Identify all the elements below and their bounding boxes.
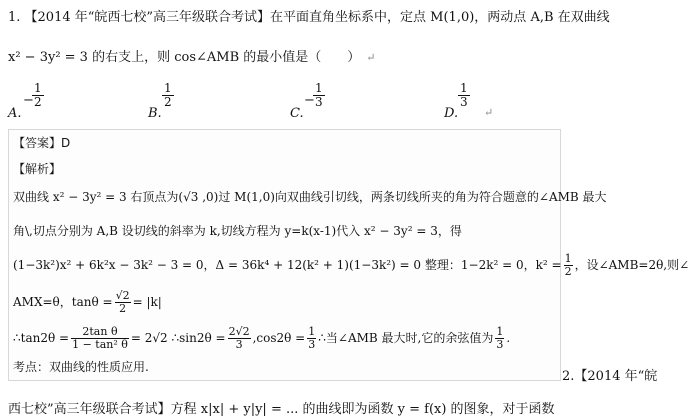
choice-a-label: A. [8,106,22,121]
fraction-numerator: 2tan θ [71,326,129,339]
choice-c-denominator: 3 [315,95,323,109]
choice-a [8,82,68,124]
fraction-numerator: √2 [115,289,130,302]
kaodian-line: 考点：双曲线的性质应用. [13,360,149,374]
analysis-line-3-fraction [564,253,573,278]
choice-a-numerator: 1 [34,81,42,95]
choice-c-numerator: 1 [315,81,323,95]
fraction-denominator: 3 [496,338,504,351]
analysis-label: 【解析】 [13,162,62,176]
choice-a-denominator: 2 [34,95,42,109]
analysis-line-3 [13,253,689,278]
analysis-line-1: 双曲线 x² − 3y² = 3 右顶点为(√3 ,0)过 M(1,0)向双曲线引切线，两条切线所夹的角为符合题意的∠AMB 最大 [13,190,607,204]
fraction-numerator: 1 [308,325,316,338]
fraction-denominator: 1 − tan² θ [72,338,128,351]
analysis-line-3-text-b: ，设∠AMB=2θ,则∠ [574,258,689,272]
analysis-line-5-text-c: ,cos2θ = [252,331,306,345]
return-mark: ↵ [366,51,376,64]
analysis-line-5-fraction-4 [495,326,504,351]
analysis-line-4-fraction [115,290,131,315]
question-2-next-line: 西七校”高三年级联合考试】方程 x|x| + y|y| = ... 的曲线即为函数 y = f(x) 的图象，对于函数 [8,402,555,417]
analysis-line-4-text-a: AMX=θ，tanθ = [13,295,113,309]
choice-d-fraction [458,82,470,109]
analysis-line-4 [13,290,162,315]
analysis-line-4-text-b: = |k| [132,295,162,309]
analysis-line-5-fraction-3 [307,326,316,351]
question-2-start: 2.【2014 年“皖 [562,369,658,384]
fraction-numerator: 1 [496,325,504,338]
choice-b-denominator: 2 [164,95,172,109]
answer-label: 【答案】D [13,136,71,150]
question-1-line-1 [8,9,610,27]
choice-d-denominator: 3 [460,95,468,109]
choice-a-sign: − [23,93,34,108]
choice-c-sign: − [304,93,315,108]
choice-b-label: B. [148,106,162,121]
choice-a-fraction [32,82,44,109]
analysis-line-3-text-a: (1−3k²)x² + 6k²x − 3k² − 3 = 0，Δ = 36k⁴ + 12(k² + 1)(1−3k²) = 0 整理：1−2k² = 0，k² = [13,258,562,272]
choice-c-fraction [313,82,325,109]
choice-c-label: C. [290,106,304,121]
analysis-line-5-fraction-1 [71,326,129,351]
analysis-line-5-text-d: ∴当∠AMB 最大时,它的余弦值为 [318,331,494,345]
fraction-numerator: 1 [564,252,572,265]
choice-d [444,82,514,124]
question-1-condition: x² − 3y² = 3 的右支上，则 cos∠AMB 的最小值是（ ） [8,50,361,65]
choice-c [290,82,350,124]
question-1-line-2 [8,49,376,67]
analysis-line-2: 角\,切点分别为 A,B 设切线的斜率为 k,切线方程为 y=k(x-1)代入 x² − 3y² = 3，得 [13,224,462,238]
fraction-denominator: 2 [564,265,572,278]
fraction-denominator: 3 [308,338,316,351]
fraction-denominator: 3 [235,338,243,351]
fraction-denominator: 2 [119,302,127,315]
choice-d-numerator: 1 [460,81,468,95]
analysis-line-5 [13,326,510,351]
fraction-numerator: 2√2 [228,325,250,338]
analysis-line-5-text-a: ∴tan2θ = [13,331,70,345]
choice-d-return-mark: ↵ [484,106,494,119]
analysis-line-5-fraction-2 [228,326,251,351]
choice-b [148,82,208,124]
choice-d-label: D. [444,106,459,121]
analysis-line-5-text-e: . [506,331,511,345]
analysis-line-5-text-b: = 2√2 ∴sin2θ = [130,331,226,345]
choice-b-fraction [162,82,174,109]
choice-b-numerator: 1 [164,81,172,95]
question-1-text: 1. 【2014 年“皖西七校”高三年级联合考试】在平面直角坐标系中，定点 M(1,0)，两动点 A,B 在双曲线 [8,10,610,25]
